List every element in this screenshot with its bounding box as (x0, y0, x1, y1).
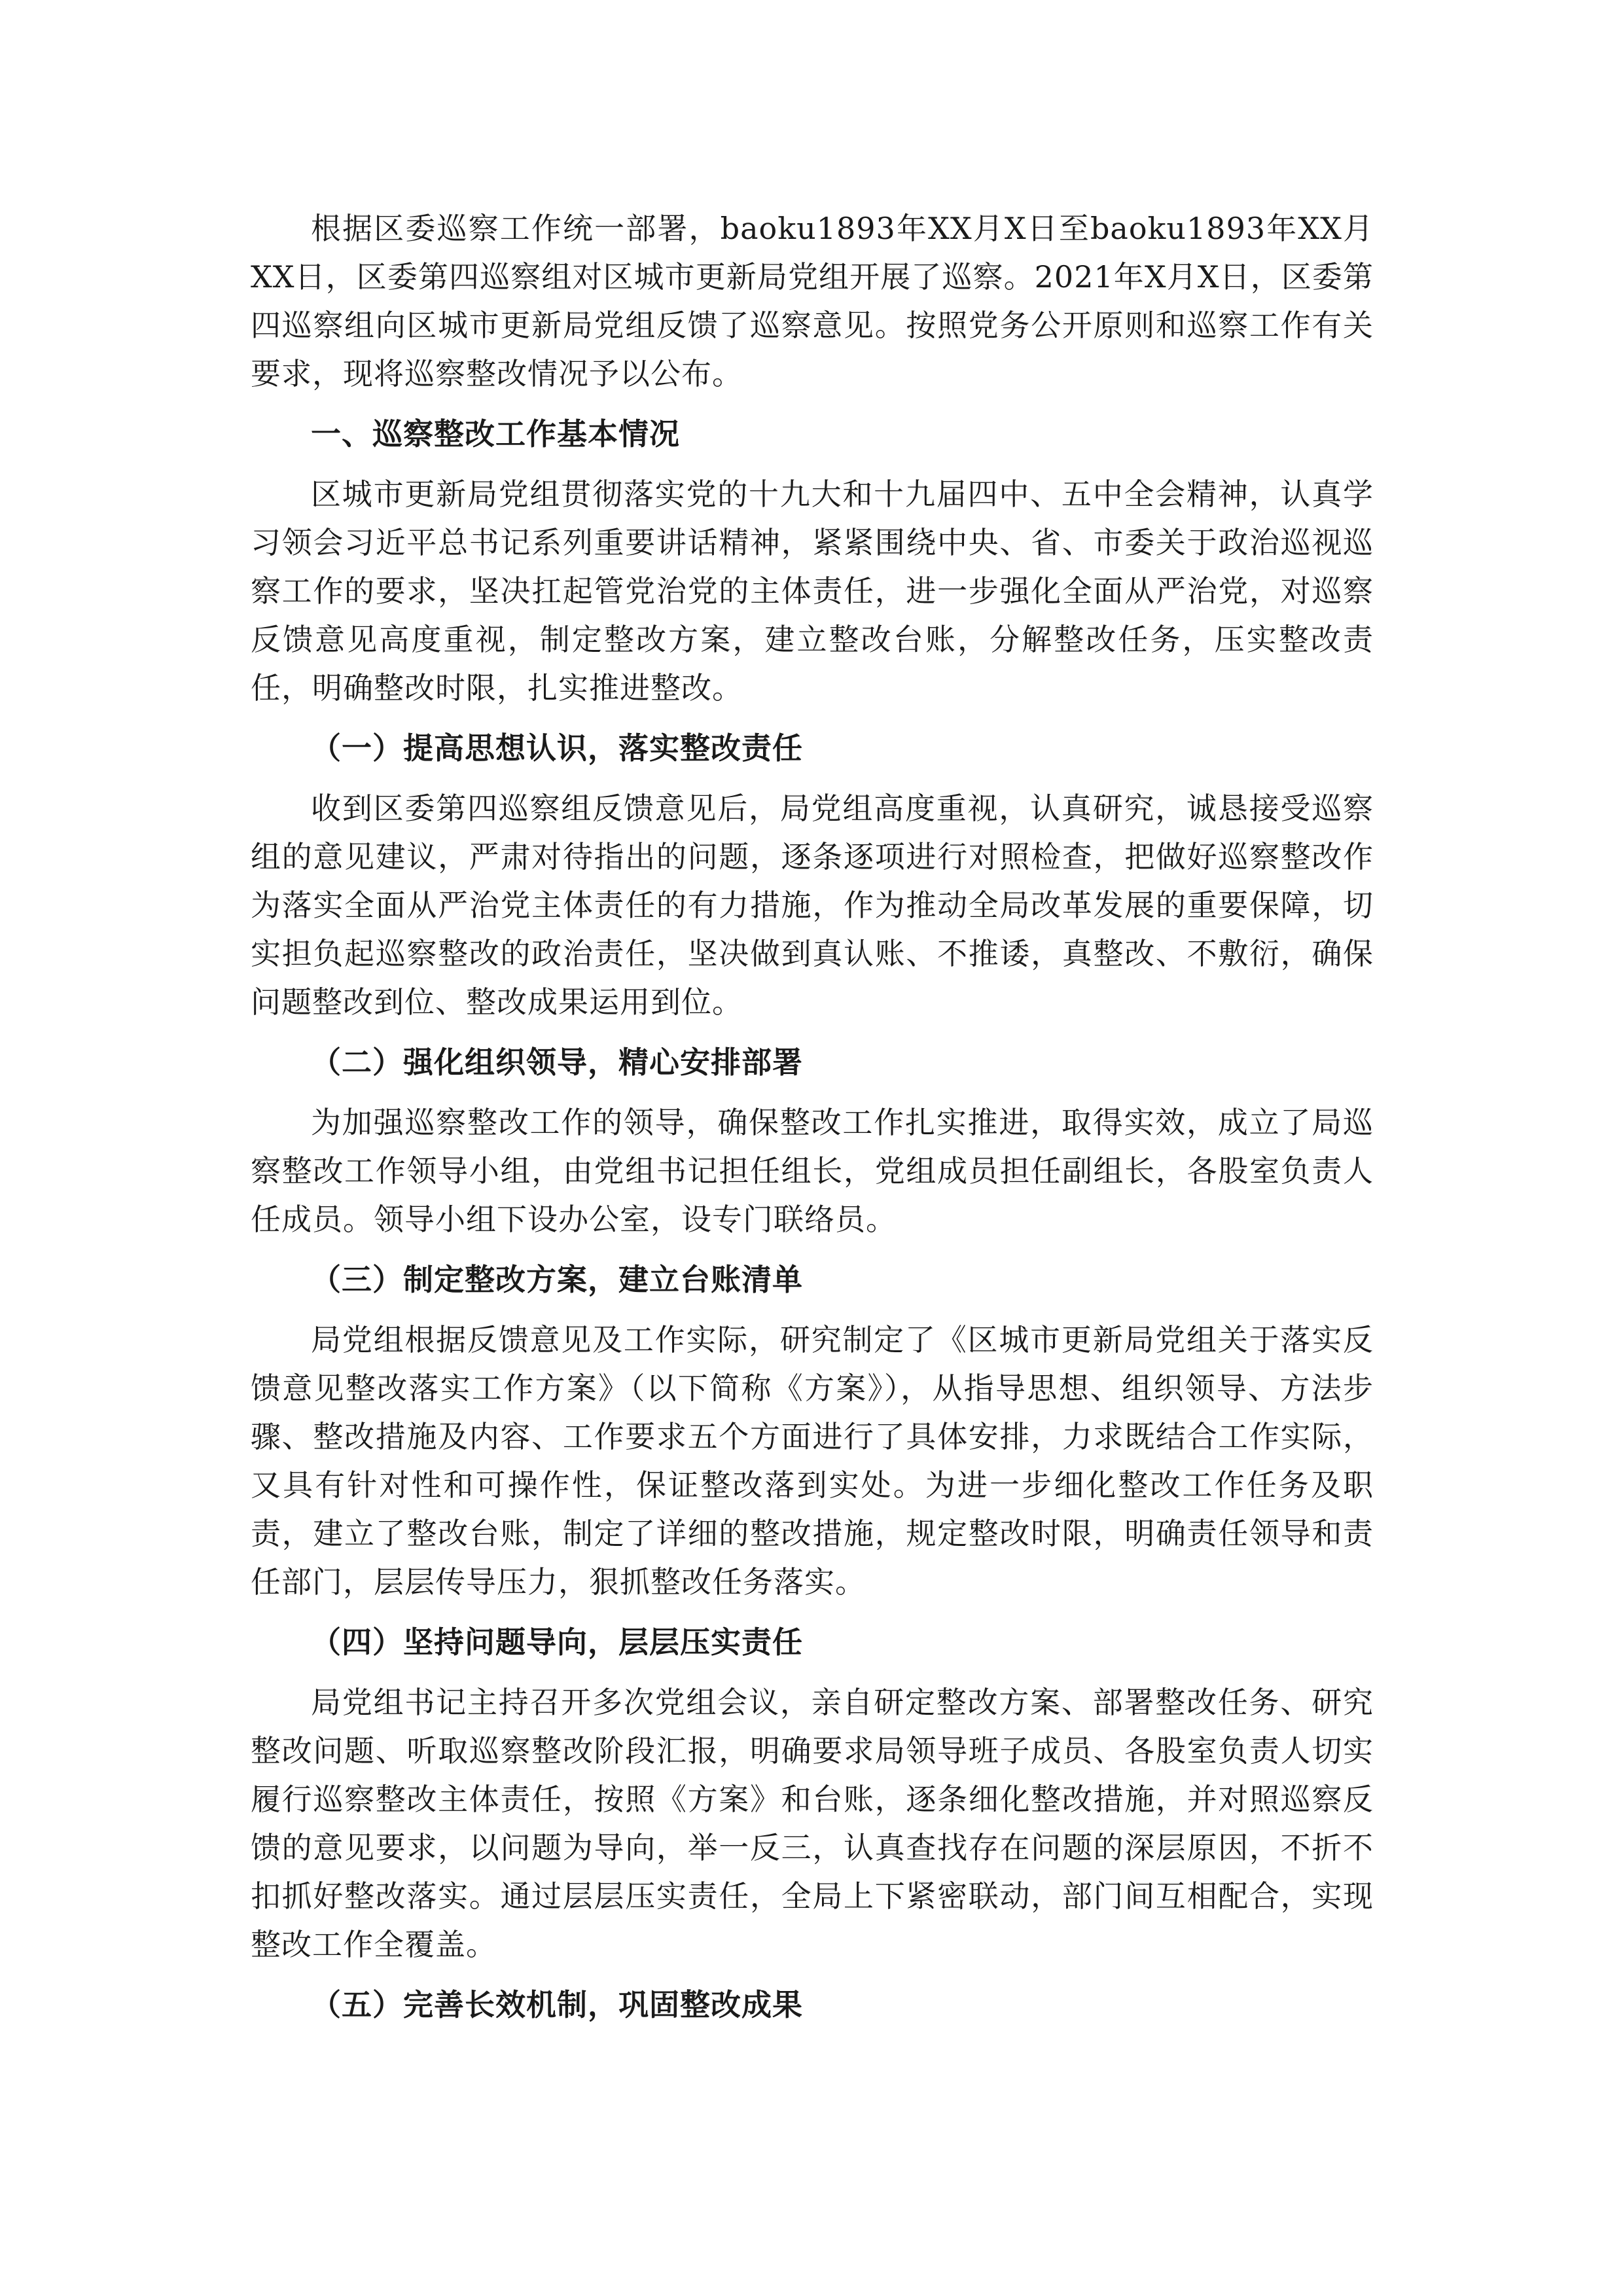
subsection-heading-5: （五）完善长效机制，巩固整改成果 (311, 1987, 803, 2022)
subsection-heading-1: （一）提高思想认识，落实整改责任 (311, 730, 803, 766)
subsection-heading-4: （四）坚持问题导向，层层压实责任 (311, 1624, 803, 1660)
document-body (251, 204, 1374, 2041)
subsection-2-paragraph: 为加强巡察整改工作的领导，确保整改工作扎实推进，取得实效，成立了局巡察整改工作领导小组，由党组书记担任组长，党组成员担任副组长，各股室负责人任成员。领导小组下设办公室，设专门联络员。 (251, 1105, 1374, 1237)
subsection-heading-2: （二）强化组织领导，精心安排部署 (311, 1045, 803, 1080)
subsection-heading-3: （三）制定整改方案，建立台账清单 (311, 1262, 803, 1297)
subsection-4-paragraph: 局党组书记主持召开多次党组会议，亲自研定整改方案、部署整改任务、研究整改问题、听取巡察整改阶段汇报，明确要求局领导班子成员、各股室负责人切实履行巡察整改主体责任，按照《方案》和台账，逐条细化整改措施，并对照巡察反馈的意见要求，以问题为导向，举一反三，认真查找存在问题的深层原因，不折不扣抓好整改落实。通过层层压实责任，全局上下紧密联动，部门间互相配合，实现整改工作全覆盖。 (251, 1685, 1374, 1962)
subsection-1-paragraph: 收到区委第四巡察组反馈意见后，局党组高度重视，认真研究，诚恳接受巡察组的意见建议，严肃对待指出的问题，逐条逐项进行对照检查，把做好巡察整改作为落实全面从严治党主体责任的有力措施，作为推动全局改革发展的重要保障，切实担负起巡察整改的政治责任，坚决做到真认账、不推诿，真整改、不敷衍，确保问题整改到位、整改成果运用到位。 (251, 791, 1374, 1020)
intro-paragraph: 根据区委巡察工作统一部署，baoku1893年XX月X日至baoku1893年XX月XX日，区委第四巡察组对区城市更新局党组开展了巡察。2021年X月X日，区委第四巡察组向区城市更新局党组反馈了巡察意见。按照党务公开原则和巡察工作有关要求，现将巡察整改情况予以公布。 (251, 211, 1374, 391)
section-heading-1: 一、巡察整改工作基本情况 (311, 416, 680, 452)
section-1-paragraph: 区城市更新局党组贯彻落实党的十九大和十九届四中、五中全会精神，认真学习领会习近平总书记系列重要讲话精神，紧紧围绕中央、省、市委关于政治巡视巡察工作的要求，坚决扛起管党治党的主体责任，进一步强化全面从严治党，对巡察反馈意见高度重视，制定整改方案，建立整改台账，分解整改任务，压实整改责任，明确整改时限，扎实推进整改。 (251, 476, 1374, 706)
subsection-3-paragraph: 局党组根据反馈意见及工作实际，研究制定了《区城市更新局党组关于落实反馈意见整改落实工作方案》（以下简称《方案》），从指导思想、组织领导、方法步骤、整改措施及内容、工作要求五个方面进行了具体安排，力求既结合工作实际，又具有针对性和可操作性，保证整改落到实处。为进一步细化整改工作任务及职责，建立了整改台账，制定了详细的整改措施，规定整改时限，明确责任领导和责任部门，层层传导压力，狠抓整改任务落实。 (251, 1322, 1374, 1600)
